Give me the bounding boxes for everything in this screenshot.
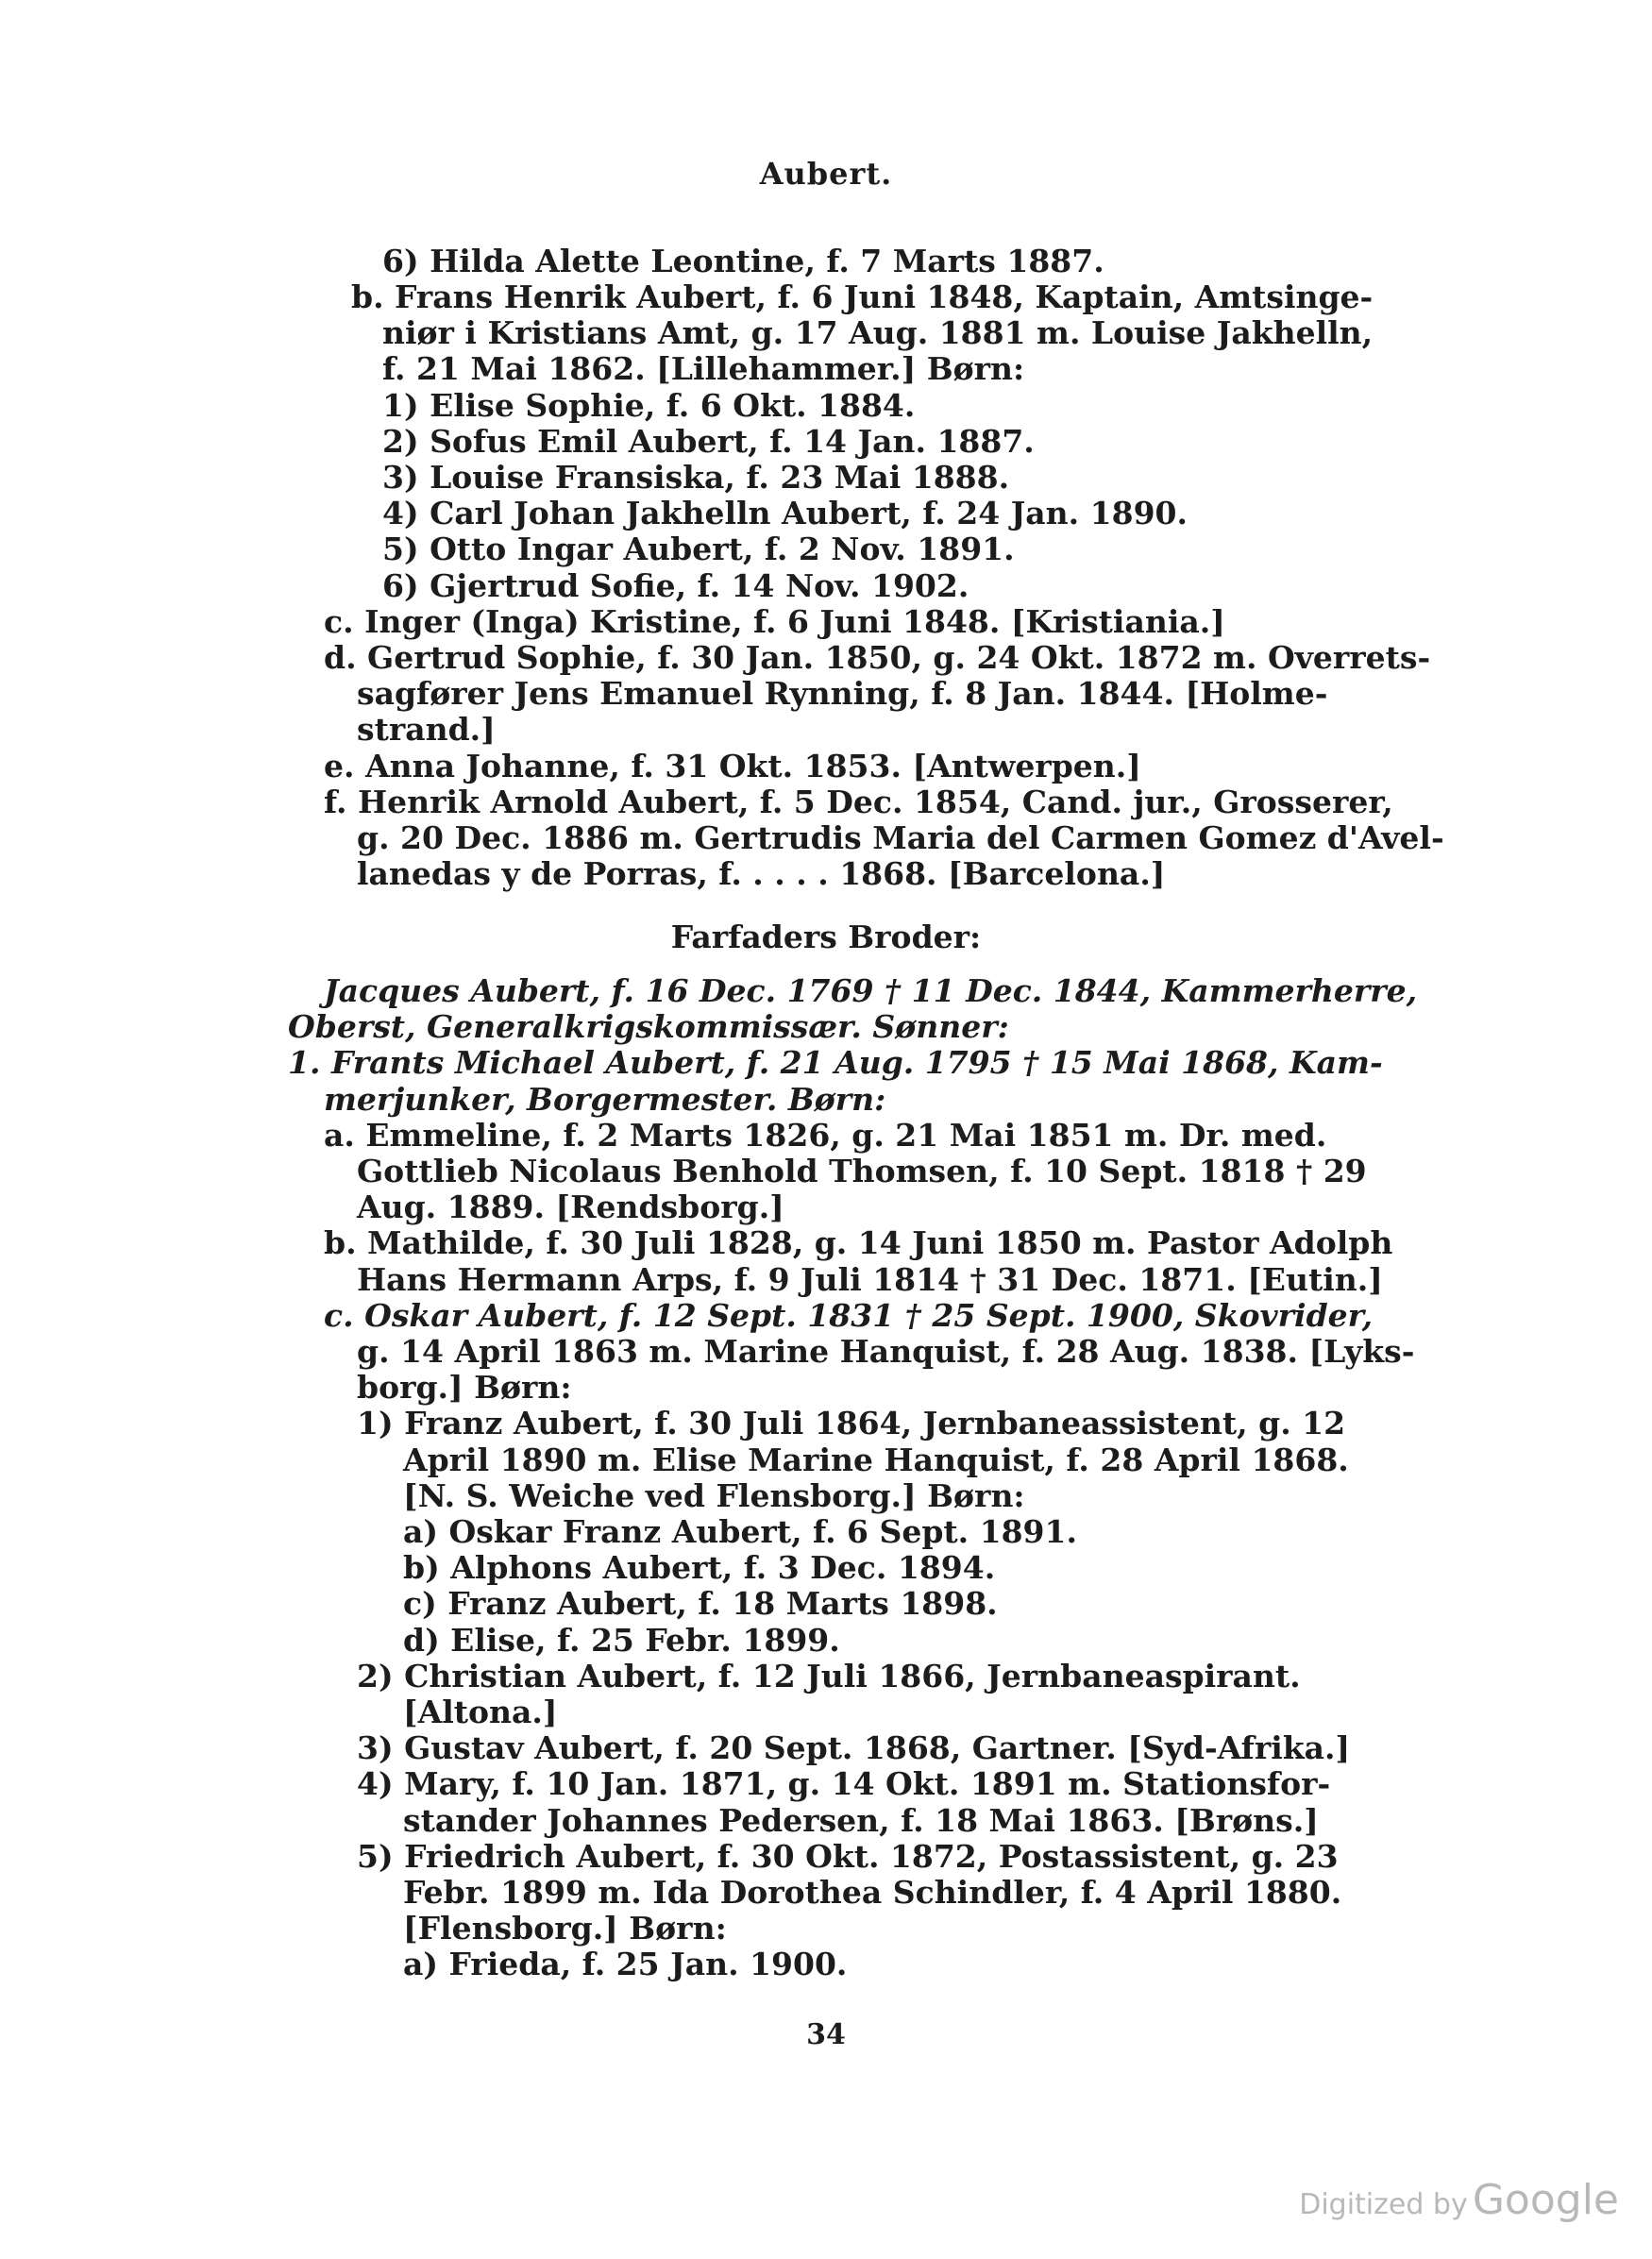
- text-line: c) Franz Aubert, f. 18 Marts 1898.: [403, 1585, 998, 1622]
- text-line: 6) Gjertrud Sofie, f. 14 Nov. 1902.: [382, 567, 969, 604]
- text-line: g. 20 Dec. 1886 m. Gertrudis Maria del Carmen Gomez d'Avel-: [357, 819, 1444, 856]
- text-line: 2) Sofus Emil Aubert, f. 14 Jan. 1887.: [382, 423, 1035, 460]
- text-line: 4) Mary, f. 10 Jan. 1871, g. 14 Okt. 1891 m. Stationsfor-: [357, 1765, 1331, 1802]
- text-line: [Flensborg.] Børn:: [403, 1910, 727, 1947]
- text-line: sagfører Jens Emanuel Rynning, f. 8 Jan. 1844. [Holme-: [357, 675, 1328, 712]
- text-line: niør i Kristians Amt, g. 17 Aug. 1881 m. Louise Jakhelln,: [382, 314, 1374, 351]
- text-line: strand.]: [357, 711, 496, 748]
- text-line: 3) Louise Fransiska, f. 23 Mai 1888.: [382, 459, 1010, 496]
- google-logo: Google: [1472, 2176, 1619, 2224]
- text-line: 1) Elise Sophie, f. 6 Okt. 1884.: [382, 387, 916, 424]
- text-line: [Altona.]: [403, 1694, 558, 1730]
- text-line: 5) Friedrich Aubert, f. 30 Okt. 1872, Postassistent, g. 23: [357, 1838, 1339, 1875]
- digitized-watermark: [1299, 2176, 1619, 2224]
- text-line: Oberst, Generalkrigskommissær. Sønner:: [288, 1008, 1009, 1045]
- text-line: a) Frieda, f. 25 Jan. 1900.: [403, 1946, 848, 1982]
- text-line: borg.] Børn:: [357, 1369, 572, 1406]
- text-line: 1. Frants Michael Aubert, f. 21 Aug. 1795 † 15 Mai 1868, Kam-: [288, 1044, 1383, 1081]
- text-line: c. Oskar Aubert, f. 12 Sept. 1831 † 25 Sept. 1900, Skovrider,: [324, 1297, 1374, 1334]
- text-line: Gottlieb Nicolaus Benhold Thomsen, f. 10 Sept. 1818 † 29: [357, 1153, 1367, 1189]
- text-line: 6) Hilda Alette Leontine, f. 7 Marts 1887.: [382, 243, 1104, 279]
- text-line: [N. S. Weiche ved Flensborg.] Børn:: [403, 1477, 1025, 1514]
- page-number: 34: [806, 2018, 846, 2051]
- running-header: Aubert.: [759, 156, 893, 192]
- watermark-prefix: Digitized by: [1299, 2188, 1468, 2221]
- text-line: a. Emmeline, f. 2 Marts 1826, g. 21 Mai 1851 m. Dr. med.: [324, 1117, 1327, 1154]
- text-line: f. 21 Mai 1862. [Lillehammer.] Børn:: [382, 350, 1025, 387]
- text-line: merjunker, Borgermester. Børn:: [324, 1081, 886, 1118]
- section-heading: Farfaders Broder:: [670, 919, 982, 955]
- text-line: b. Frans Henrik Aubert, f. 6 Juni 1848, Kaptain, Amtsinge-: [351, 278, 1374, 315]
- text-line: 1) Franz Aubert, f. 30 Juli 1864, Jernbaneassistent, g. 12: [357, 1405, 1346, 1441]
- text-line: Jacques Aubert, f. 16 Dec. 1769 † 11 Dec. 1844, Kammerherre,: [324, 972, 1418, 1009]
- text-line: g. 14 April 1863 m. Marine Hanquist, f. 28 Aug. 1838. [Lyks-: [357, 1333, 1415, 1370]
- text-line: 2) Christian Aubert, f. 12 Juli 1866, Jernbaneaspirant.: [357, 1658, 1301, 1694]
- text-line: a) Oskar Franz Aubert, f. 6 Sept. 1891.: [403, 1513, 1077, 1550]
- text-line: d. Gertrud Sophie, f. 30 Jan. 1850, g. 24 Okt. 1872 m. Overrets-: [324, 639, 1431, 676]
- text-line: f. Henrik Arnold Aubert, f. 5 Dec. 1854, Cand. jur., Grosserer,: [324, 784, 1393, 820]
- text-line: b) Alphons Aubert, f. 3 Dec. 1894.: [403, 1549, 996, 1586]
- text-line: d) Elise, f. 25 Febr. 1899.: [403, 1622, 840, 1659]
- text-line: Aug. 1889. [Rendsborg.]: [357, 1189, 784, 1225]
- text-line: Febr. 1899 m. Ida Dorothea Schindler, f. 4 April 1880.: [403, 1874, 1342, 1911]
- text-line: April 1890 m. Elise Marine Hanquist, f. 28 April 1868.: [403, 1441, 1349, 1478]
- text-line: stander Johannes Pedersen, f. 18 Mai 1863. [Brøns.]: [403, 1802, 1319, 1839]
- text-line: 5) Otto Ingar Aubert, f. 2 Nov. 1891.: [382, 531, 1015, 567]
- text-line: c. Inger (Inga) Kristine, f. 6 Juni 1848. [Kristiania.]: [324, 603, 1225, 640]
- text-line: b. Mathilde, f. 30 Juli 1828, g. 14 Juni 1850 m. Pastor Adolph: [324, 1224, 1393, 1261]
- text-line: 3) Gustav Aubert, f. 20 Sept. 1868, Gartner. [Syd-Afrika.]: [357, 1729, 1351, 1766]
- text-line: 4) Carl Johan Jakhelln Aubert, f. 24 Jan. 1890.: [382, 495, 1188, 531]
- text-line: Hans Hermann Arps, f. 9 Juli 1814 † 31 Dec. 1871. [Eutin.]: [357, 1261, 1383, 1298]
- text-line: e. Anna Johanne, f. 31 Okt. 1853. [Antwerpen.]: [324, 748, 1141, 784]
- text-line: lanedas y de Porras, f. . . . . 1868. [Barcelona.]: [357, 855, 1166, 892]
